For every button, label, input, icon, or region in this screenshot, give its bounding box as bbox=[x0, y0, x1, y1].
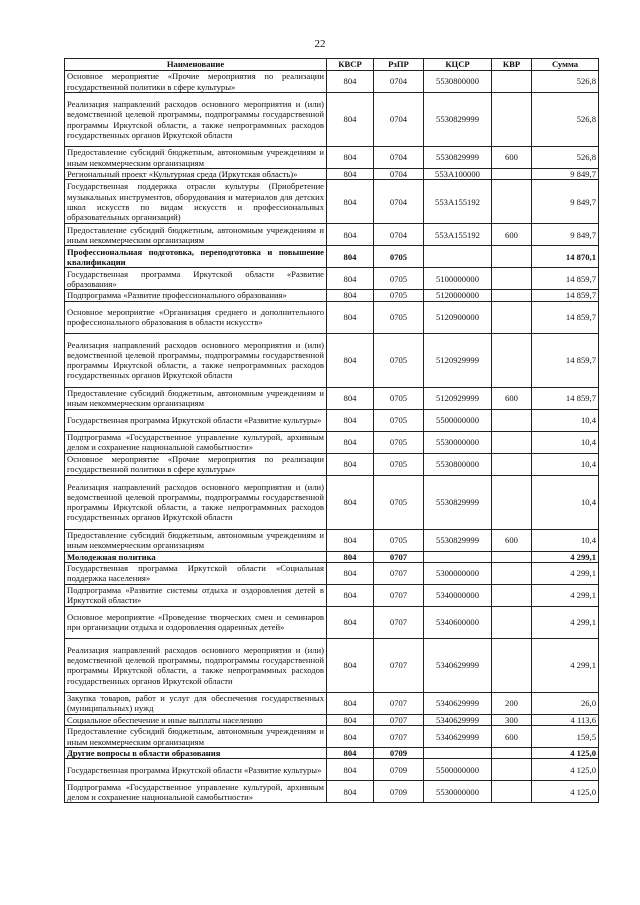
cell-sum: 159,5 bbox=[532, 726, 599, 748]
cell-kvr: 600 bbox=[492, 726, 532, 748]
cell-kvsr: 804 bbox=[327, 301, 374, 333]
cell-sum: 526,8 bbox=[532, 147, 599, 169]
cell-kvsr: 804 bbox=[327, 529, 374, 551]
cell-kvr: 300 bbox=[492, 714, 532, 725]
cell-kvsr: 804 bbox=[327, 246, 374, 268]
cell-rzpr: 0704 bbox=[374, 93, 424, 147]
table-row bbox=[65, 387, 599, 409]
cell-name: Предоставление субсидий бюджетным, автономным учреждениям и иным некоммерческим организациям bbox=[65, 529, 327, 551]
cell-sum: 9 849,7 bbox=[532, 224, 599, 246]
cell-kcsr: 553A100000 bbox=[424, 169, 492, 180]
cell-kvr bbox=[492, 169, 532, 180]
cell-sum: 14 859,7 bbox=[532, 268, 599, 290]
cell-sum: 4 299,1 bbox=[532, 551, 599, 562]
cell-sum: 4 299,1 bbox=[532, 562, 599, 584]
cell-kvr: 600 bbox=[492, 147, 532, 169]
cell-kcsr: 553A155192 bbox=[424, 180, 492, 224]
cell-kcsr bbox=[424, 246, 492, 268]
cell-name: Реализация направлений расходов основного мероприятия и (или) ведомственной целевой программы, подпрограммы государственной программы Иркутской области, а также непрограммных расходов государственных органов Иркутской области bbox=[65, 638, 327, 692]
cell-name: Основное мероприятие «Прочие мероприятия по реализации государственной политики в сфере культуры» bbox=[65, 71, 327, 93]
cell-name: Предоставление субсидий бюджетным, автономным учреждениям и иным некоммерческим организациям bbox=[65, 387, 327, 409]
cell-name: Основное мероприятие «Организация среднего и дополнительного профессионального образования в области искусств» bbox=[65, 301, 327, 333]
column-header-kvsr: КВСР bbox=[327, 59, 374, 71]
table-row bbox=[65, 301, 599, 333]
cell-sum: 14 870,1 bbox=[532, 246, 599, 268]
cell-kvsr: 804 bbox=[327, 169, 374, 180]
cell-kvsr: 804 bbox=[327, 147, 374, 169]
table-row bbox=[65, 748, 599, 759]
table-row bbox=[65, 714, 599, 725]
cell-kvr bbox=[492, 781, 532, 803]
cell-sum: 526,8 bbox=[532, 93, 599, 147]
cell-name: Региональный проект «Культурная среда (Иркутская область)» bbox=[65, 169, 327, 180]
cell-kvr bbox=[492, 246, 532, 268]
cell-kvr: 600 bbox=[492, 224, 532, 246]
cell-sum: 4 125,0 bbox=[532, 748, 599, 759]
cell-kvsr: 804 bbox=[327, 726, 374, 748]
budget-table bbox=[64, 58, 599, 803]
cell-rzpr: 0704 bbox=[374, 180, 424, 224]
cell-kcsr: 5120000000 bbox=[424, 290, 492, 301]
cell-kcsr: 5530829999 bbox=[424, 93, 492, 147]
table-row bbox=[65, 584, 599, 606]
cell-kvr bbox=[492, 584, 532, 606]
cell-sum: 4 125,0 bbox=[532, 759, 599, 781]
cell-kvsr: 804 bbox=[327, 387, 374, 409]
cell-name: Предоставление субсидий бюджетным, автономным учреждениям и иным некоммерческим организациям bbox=[65, 726, 327, 748]
cell-rzpr: 0704 bbox=[374, 71, 424, 93]
cell-kvr bbox=[492, 562, 532, 584]
cell-kcsr: 553A155192 bbox=[424, 224, 492, 246]
cell-name: Социальное обеспечение и иные выплаты населению bbox=[65, 714, 327, 725]
cell-kvsr: 804 bbox=[327, 453, 374, 475]
column-header-sum: Сумма bbox=[532, 59, 599, 71]
cell-kcsr: 5120929999 bbox=[424, 387, 492, 409]
cell-kvr bbox=[492, 759, 532, 781]
cell-kvsr: 804 bbox=[327, 638, 374, 692]
cell-sum: 14 859,7 bbox=[532, 290, 599, 301]
cell-rzpr: 0707 bbox=[374, 726, 424, 748]
cell-kvr bbox=[492, 268, 532, 290]
cell-rzpr: 0707 bbox=[374, 638, 424, 692]
cell-rzpr: 0705 bbox=[374, 453, 424, 475]
cell-kvr: 600 bbox=[492, 529, 532, 551]
cell-rzpr: 0705 bbox=[374, 301, 424, 333]
cell-kcsr: 5530000000 bbox=[424, 781, 492, 803]
cell-name: Государственная программа Иркутской области «Социальная поддержка населения» bbox=[65, 562, 327, 584]
table-row bbox=[65, 268, 599, 290]
cell-kvsr: 804 bbox=[327, 475, 374, 529]
cell-name: Основное мероприятие «Проведение творческих смен и семинаров при организации отдыха и оздоровления одаренных детей» bbox=[65, 606, 327, 638]
cell-kvr bbox=[492, 71, 532, 93]
table-row bbox=[65, 169, 599, 180]
cell-sum: 10,4 bbox=[532, 431, 599, 453]
cell-kcsr: 5530800000 bbox=[424, 453, 492, 475]
table-row bbox=[65, 147, 599, 169]
cell-rzpr: 0707 bbox=[374, 562, 424, 584]
cell-kvr: 600 bbox=[492, 387, 532, 409]
cell-kvr bbox=[492, 638, 532, 692]
cell-kvsr: 804 bbox=[327, 180, 374, 224]
cell-kvsr: 804 bbox=[327, 71, 374, 93]
cell-kvsr: 804 bbox=[327, 93, 374, 147]
cell-kcsr: 5340000000 bbox=[424, 584, 492, 606]
cell-kcsr: 5120900000 bbox=[424, 301, 492, 333]
cell-kvr bbox=[492, 453, 532, 475]
cell-sum: 10,4 bbox=[532, 529, 599, 551]
cell-name: Другие вопросы в области образования bbox=[65, 748, 327, 759]
cell-name: Подпрограмма «Развитие профессионального образования» bbox=[65, 290, 327, 301]
cell-kcsr: 5530000000 bbox=[424, 431, 492, 453]
table-row bbox=[65, 529, 599, 551]
table-row bbox=[65, 475, 599, 529]
table-row bbox=[65, 781, 599, 803]
cell-name: Предоставление субсидий бюджетным, автономным учреждениям и иным некоммерческим организациям bbox=[65, 224, 327, 246]
cell-kvsr: 804 bbox=[327, 224, 374, 246]
cell-sum: 10,4 bbox=[532, 475, 599, 529]
cell-rzpr: 0704 bbox=[374, 224, 424, 246]
cell-kcsr: 5340600000 bbox=[424, 606, 492, 638]
cell-sum: 9 849,7 bbox=[532, 169, 599, 180]
cell-sum: 4 113,6 bbox=[532, 714, 599, 725]
table-row bbox=[65, 606, 599, 638]
table-row bbox=[65, 246, 599, 268]
table-row bbox=[65, 726, 599, 748]
cell-kvsr: 804 bbox=[327, 409, 374, 431]
cell-name: Реализация направлений расходов основного мероприятия и (или) ведомственной целевой программы, подпрограммы государственной программы Иркутской области, а также непрограммных расходов государственных органов Иркутской области bbox=[65, 93, 327, 147]
cell-rzpr: 0709 bbox=[374, 781, 424, 803]
column-header-name: Наименование bbox=[65, 59, 327, 71]
cell-sum: 9 849,7 bbox=[532, 180, 599, 224]
column-header-kcsr: КЦСР bbox=[424, 59, 492, 71]
cell-sum: 526,8 bbox=[532, 71, 599, 93]
cell-name: Закупка товаров, работ и услуг для обеспечения государственных (муниципальных) нужд bbox=[65, 692, 327, 714]
cell-kvr bbox=[492, 475, 532, 529]
cell-kvr bbox=[492, 180, 532, 224]
cell-kcsr: 5340629999 bbox=[424, 692, 492, 714]
cell-name: Государственная программа Иркутской области «Развитие образования» bbox=[65, 268, 327, 290]
cell-name: Предоставление субсидий бюджетным, автономным учреждениям и иным некоммерческим организациям bbox=[65, 147, 327, 169]
cell-name: Подпрограмма «Развитие системы отдыха и оздоровления детей в Иркутской области» bbox=[65, 584, 327, 606]
cell-kcsr: 5300000000 bbox=[424, 562, 492, 584]
cell-sum: 4 299,1 bbox=[532, 606, 599, 638]
cell-kcsr: 5340629999 bbox=[424, 714, 492, 725]
table-row bbox=[65, 333, 599, 387]
cell-kvr bbox=[492, 333, 532, 387]
cell-rzpr: 0707 bbox=[374, 606, 424, 638]
cell-kvsr: 804 bbox=[327, 268, 374, 290]
table-row bbox=[65, 562, 599, 584]
cell-kcsr: 5530829999 bbox=[424, 475, 492, 529]
table-row bbox=[65, 692, 599, 714]
cell-rzpr: 0704 bbox=[374, 147, 424, 169]
cell-kvsr: 804 bbox=[327, 759, 374, 781]
cell-kvsr: 804 bbox=[327, 714, 374, 725]
column-header-kvr: КВР bbox=[492, 59, 532, 71]
cell-sum: 14 859,7 bbox=[532, 333, 599, 387]
cell-name: Государственная программа Иркутской области «Развитие культуры» bbox=[65, 409, 327, 431]
table-row bbox=[65, 71, 599, 93]
table-row bbox=[65, 290, 599, 301]
table-row bbox=[65, 431, 599, 453]
cell-rzpr: 0705 bbox=[374, 246, 424, 268]
cell-rzpr: 0705 bbox=[374, 290, 424, 301]
cell-sum: 10,4 bbox=[532, 453, 599, 475]
cell-kvr: 200 bbox=[492, 692, 532, 714]
cell-kvsr: 804 bbox=[327, 692, 374, 714]
cell-kcsr: 5100000000 bbox=[424, 268, 492, 290]
cell-name: Государственная поддержка отрасли культуры (Приобретение музыкальных инструментов, оборудования и материалов для детских школ искусств по видам искусств и профессиональных образовательных организаций) bbox=[65, 180, 327, 224]
cell-kcsr: 5500000000 bbox=[424, 759, 492, 781]
cell-kcsr: 5340629999 bbox=[424, 726, 492, 748]
cell-name: Основное мероприятие «Прочие мероприятия по реализации государственной политики в сфере культуры» bbox=[65, 453, 327, 475]
cell-kvr bbox=[492, 93, 532, 147]
cell-sum: 14 859,7 bbox=[532, 301, 599, 333]
cell-rzpr: 0705 bbox=[374, 529, 424, 551]
cell-kvr bbox=[492, 409, 532, 431]
cell-kvsr: 804 bbox=[327, 431, 374, 453]
cell-kvr bbox=[492, 301, 532, 333]
cell-kvsr: 804 bbox=[327, 551, 374, 562]
cell-rzpr: 0705 bbox=[374, 268, 424, 290]
cell-name: Реализация направлений расходов основного мероприятия и (или) ведомственной целевой программы, подпрограммы государственной программы Иркутской области, а также непрограммных расходов государственных органов Иркутской области bbox=[65, 333, 327, 387]
column-header-rzpr: РзПР bbox=[374, 59, 424, 71]
cell-kvr bbox=[492, 551, 532, 562]
cell-rzpr: 0707 bbox=[374, 551, 424, 562]
cell-kcsr: 5340629999 bbox=[424, 638, 492, 692]
cell-kcsr: 5530829999 bbox=[424, 529, 492, 551]
cell-rzpr: 0704 bbox=[374, 169, 424, 180]
cell-kcsr bbox=[424, 551, 492, 562]
cell-kvsr: 804 bbox=[327, 333, 374, 387]
cell-sum: 26,0 bbox=[532, 692, 599, 714]
cell-rzpr: 0705 bbox=[374, 409, 424, 431]
table-row bbox=[65, 551, 599, 562]
cell-kcsr: 5500000000 bbox=[424, 409, 492, 431]
table-header-row bbox=[65, 59, 599, 71]
cell-rzpr: 0709 bbox=[374, 759, 424, 781]
cell-name: Государственная программа Иркутской области «Развитие культуры» bbox=[65, 759, 327, 781]
cell-kcsr: 5120929999 bbox=[424, 333, 492, 387]
cell-kvr bbox=[492, 431, 532, 453]
cell-rzpr: 0705 bbox=[374, 431, 424, 453]
cell-rzpr: 0705 bbox=[374, 387, 424, 409]
cell-name: Профессиональная подготовка, переподготовка и повышение квалификации bbox=[65, 246, 327, 268]
cell-rzpr: 0707 bbox=[374, 584, 424, 606]
cell-kvsr: 804 bbox=[327, 781, 374, 803]
cell-rzpr: 0707 bbox=[374, 692, 424, 714]
cell-sum: 10,4 bbox=[532, 409, 599, 431]
table-row bbox=[65, 638, 599, 692]
cell-name: Подпрограмма «Государственное управление культурой, архивным делом и сохранение национальной самобытности» bbox=[65, 781, 327, 803]
cell-sum: 14 859,7 bbox=[532, 387, 599, 409]
cell-kvr bbox=[492, 290, 532, 301]
cell-sum: 4 299,1 bbox=[532, 638, 599, 692]
cell-kvsr: 804 bbox=[327, 748, 374, 759]
table-row bbox=[65, 759, 599, 781]
cell-name: Реализация направлений расходов основного мероприятия и (или) ведомственной целевой программы, подпрограммы государственной программы Иркутской области, а также непрограммных расходов государственных органов Иркутской области bbox=[65, 475, 327, 529]
cell-kvsr: 804 bbox=[327, 606, 374, 638]
page-number: 22 bbox=[314, 38, 326, 50]
cell-rzpr: 0705 bbox=[374, 333, 424, 387]
cell-name: Молодежная политика bbox=[65, 551, 327, 562]
table-row bbox=[65, 180, 599, 224]
cell-kcsr: 5530829999 bbox=[424, 147, 492, 169]
cell-sum: 4 299,1 bbox=[532, 584, 599, 606]
cell-kvr bbox=[492, 606, 532, 638]
table-row bbox=[65, 409, 599, 431]
cell-kvr bbox=[492, 748, 532, 759]
table-row bbox=[65, 453, 599, 475]
cell-kvsr: 804 bbox=[327, 290, 374, 301]
cell-kvsr: 804 bbox=[327, 562, 374, 584]
cell-rzpr: 0705 bbox=[374, 475, 424, 529]
cell-name: Подпрограмма «Государственное управление культурой, архивным делом и сохранение национальной самобытности» bbox=[65, 431, 327, 453]
table-row bbox=[65, 93, 599, 147]
cell-kcsr bbox=[424, 748, 492, 759]
cell-kvsr: 804 bbox=[327, 584, 374, 606]
cell-sum: 4 125,0 bbox=[532, 781, 599, 803]
cell-rzpr: 0709 bbox=[374, 748, 424, 759]
cell-kcsr: 5530800000 bbox=[424, 71, 492, 93]
table-row bbox=[65, 224, 599, 246]
cell-rzpr: 0707 bbox=[374, 714, 424, 725]
